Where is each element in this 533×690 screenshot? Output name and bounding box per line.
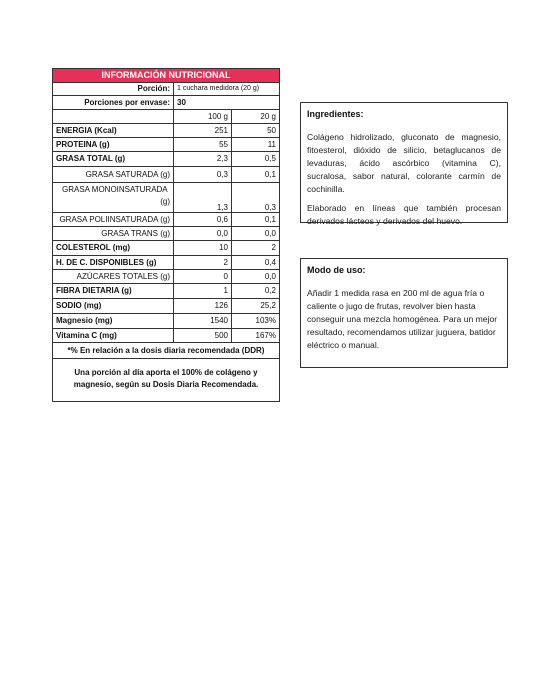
column-header-100g: 100 g xyxy=(174,110,232,123)
nutrient-label: SODIO (mg) xyxy=(53,299,174,313)
nutrient-label: Magnesio (mg) xyxy=(53,314,174,328)
nutrient-label-line2: (g) xyxy=(160,197,170,206)
portion-label: Porción: xyxy=(53,83,174,95)
servings-value: 30 xyxy=(177,98,186,107)
servings-label: Porciones por envase: xyxy=(53,96,174,109)
nutrient-value-20g: 25,2 xyxy=(260,301,276,310)
nutrient-value-20g: 0,1 xyxy=(264,170,276,179)
nutrient-value-20g: 0,1 xyxy=(264,215,276,224)
nutrient-label: GRASA POLIINSATURADA (g) xyxy=(53,213,174,226)
column-header-blank xyxy=(53,110,174,123)
nutrient-label: COLESTEROL (mg) xyxy=(53,241,174,255)
nutrient-row-protein xyxy=(53,138,279,152)
footer-note-row xyxy=(53,359,279,401)
usage-box xyxy=(300,258,508,368)
ingredients-text: Colágeno hidrolizado, gluconato de magnesio, fitoesterol, dióxido de silicio, betaglucanos de levaduras, ácido ascórbico (vitamina C), sucralosa, sabor natural, colorante carmín de cochinilla. xyxy=(307,132,501,194)
nutrient-label: H. DE C. DISPONIBLES (g) xyxy=(53,256,174,269)
nutrient-value-100g: 2,3 xyxy=(174,152,232,166)
nutrient-value-20g: 11 xyxy=(267,140,276,149)
nutrient-row-total-sugars xyxy=(53,270,279,284)
usage-text: Añadir 1 medida rasa en 200 ml de agua fría o caliente o jugo de frutas, revolver bien hasta conseguir una mezcla homogénea. Para un mejor resultado, recomendamos utilizar juguera, batidor eléctrico o manual. xyxy=(307,288,498,350)
nutrient-value-20g: 50 xyxy=(267,126,276,135)
column-header-20g: 20 g xyxy=(260,112,276,121)
column-header-row xyxy=(53,110,279,124)
ingredients-box xyxy=(300,102,508,226)
nutrient-row-vitamin-c xyxy=(53,329,279,343)
nutrient-label: GRASA TRANS (g) xyxy=(53,227,174,240)
nutrient-value-100g: 2 xyxy=(174,256,232,269)
nutrient-value-100g: 251 xyxy=(174,124,232,137)
nutrient-row-trans-fat xyxy=(53,227,279,241)
nutrient-label: AZÚCARES TOTALES (g) xyxy=(53,270,174,283)
nutrient-value-20g: 0,0 xyxy=(264,229,276,238)
ddr-note-row xyxy=(53,343,279,359)
nutrient-value-20g: 0,5 xyxy=(264,154,276,163)
nutrient-row-sodium xyxy=(53,299,279,314)
nutrient-value-20g: 0,4 xyxy=(264,258,276,267)
nutrient-value-20g: 2 xyxy=(271,243,276,252)
nutrient-row-saturated-fat xyxy=(53,167,279,183)
nutrient-value-100g: 1540 xyxy=(174,314,232,328)
nutrient-value-20g: 167% xyxy=(255,331,276,340)
nutrient-label xyxy=(53,183,174,212)
nutrient-row-energy xyxy=(53,124,279,138)
nutrient-label-line1: GRASA MONOINSATURADA xyxy=(62,185,168,194)
nutrient-label: PROTEINA (g) xyxy=(53,138,174,151)
nutrient-value-100g: 126 xyxy=(174,299,232,313)
servings-row xyxy=(53,96,279,110)
nutrient-row-carbohydrates xyxy=(53,256,279,270)
nutrient-value-20g: 0,0 xyxy=(264,272,276,281)
nutrient-label: FIBRA DIETARIA (g) xyxy=(53,284,174,298)
nutrition-title: INFORMACIÓN NUTRICIONAL xyxy=(53,69,279,83)
nutrient-value-20g: 0,3 xyxy=(264,203,276,212)
nutrient-value-20g: 0,2 xyxy=(264,286,276,295)
nutrient-label: Vitamina C (mg) xyxy=(53,329,174,342)
nutrient-value-100g: 0,3 xyxy=(174,167,232,182)
nutrient-label: ENERGIA (Kcal) xyxy=(53,124,174,137)
nutrient-row-total-fat xyxy=(53,152,279,167)
nutrient-label: GRASA SATURADA (g) xyxy=(53,167,174,182)
nutrient-value-100g: 10 xyxy=(174,241,232,255)
nutrient-value-20g: 103% xyxy=(255,316,276,325)
nutrient-row-fiber xyxy=(53,284,279,299)
usage-title: Modo de uso: xyxy=(307,265,366,275)
ingredients-title: Ingredientes: xyxy=(307,109,364,119)
nutrient-value-100g: 0 xyxy=(174,270,232,283)
nutrient-row-polyunsaturated-fat xyxy=(53,213,279,227)
nutrient-value-100g: 1,3 xyxy=(174,183,232,212)
portion-row xyxy=(53,83,279,96)
nutrient-label: GRASA TOTAL (g) xyxy=(53,152,174,166)
nutrient-value-100g: 55 xyxy=(174,138,232,151)
nutrition-facts-table xyxy=(52,68,280,402)
ddr-note: *% En relación a la dosis diaria recomendada (DDR) xyxy=(67,346,265,355)
nutrient-value-100g: 0,0 xyxy=(174,227,232,240)
nutrient-row-monounsaturated-fat xyxy=(53,183,279,213)
allergen-note: Elaborado en líneas que también procesan derivados lácteos y derivados del huevo. xyxy=(307,203,501,226)
nutrient-value-100g: 1 xyxy=(174,284,232,298)
portion-value: 1 cuchara medidora (20 g) xyxy=(177,85,260,92)
nutrient-value-100g: 500 xyxy=(174,329,232,342)
nutrient-row-magnesium xyxy=(53,314,279,329)
footer-note: Una porción al día aporta el 100% de colágeno y magnesio, según su Dosis Diaria Recomendada. xyxy=(73,368,259,389)
nutrient-value-100g: 0,6 xyxy=(174,213,232,226)
nutrient-row-cholesterol xyxy=(53,241,279,256)
